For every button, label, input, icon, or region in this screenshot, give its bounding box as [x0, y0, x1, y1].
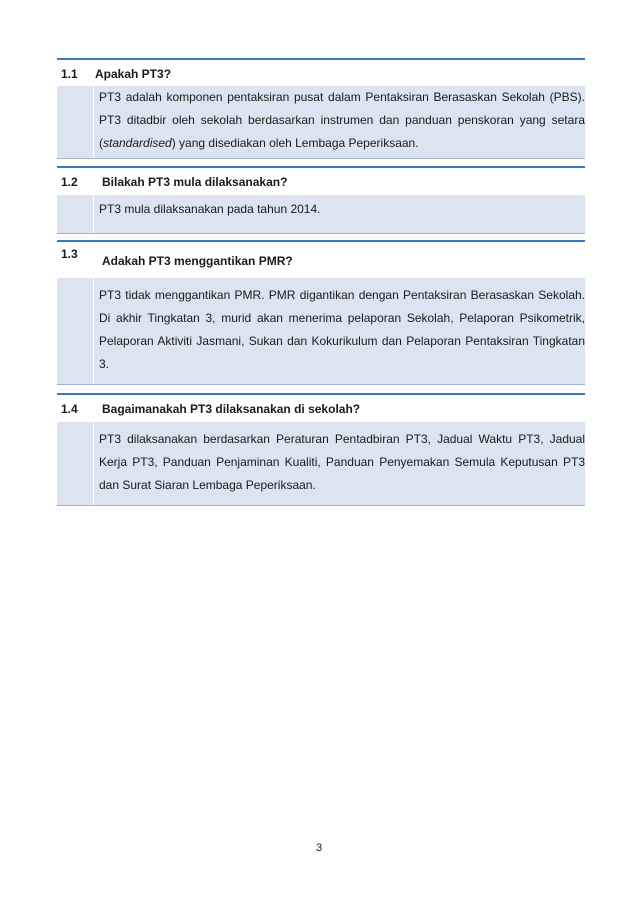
question-text: Bilakah PT3 mula dilaksanakan?	[102, 175, 288, 189]
page-number: 3	[315, 842, 323, 854]
question-number: 1.4	[61, 402, 78, 416]
section-1-4	[57, 393, 585, 506]
answer-row	[57, 422, 585, 506]
answer-row	[57, 195, 585, 234]
answer-text: PT3 tidak menggantikan PMR. PMR digantikan dengan Pentaksiran Berasaskan Sekolah. Di akhir Tingkatan 3, murid akan menerima pelaporan Sekolah, Pelaporan Psikometrik, Pelaporan Aktiviti Jasmani, Sukan dan Kokurikulum dan Pelaporan Pentaksiran Tingkatan 3.	[99, 288, 585, 371]
question-text: Adakah PT3 menggantikan PMR?	[102, 254, 293, 268]
question-number: 1.1	[61, 67, 78, 81]
question-number: 1.3	[61, 247, 78, 261]
answer-text: PT3 mula dilaksanakan pada tahun 2014.	[99, 202, 321, 216]
question-row	[57, 166, 585, 195]
answer-row	[57, 278, 585, 385]
section-1-1	[57, 58, 585, 159]
section-1-2	[57, 166, 585, 234]
question-text: Apakah PT3?	[95, 67, 172, 81]
section-1-3	[57, 240, 585, 385]
answer-italic: standardised	[103, 136, 172, 150]
question-row	[57, 58, 585, 86]
answer-text: PT3 adalah komponen pentaksiran pusat dalam Pentaksiran Berasaskan Sekolah (PBS). PT3 ditadbir oleh sekolah berdasarkan instrumen dan panduan penskoran yang setara (standardised) yang disediakan oleh Lembaga Peperiksaan.	[99, 90, 585, 150]
question-number: 1.2	[61, 175, 78, 189]
question-row	[57, 393, 585, 422]
answer-text: PT3 dilaksanakan berdasarkan Peraturan Pentadbiran PT3, Jadual Waktu PT3, Jadual Kerja PT3, Panduan Penjaminan Kualiti, Panduan Penyemakan Semula Keputusan PT3 dan Surat Siaran Lembaga Peperiksaan.	[99, 432, 585, 492]
answer-row	[57, 86, 585, 159]
question-text: Bagaimanakah PT3 dilaksanakan di sekolah?	[102, 402, 361, 416]
question-row	[57, 240, 585, 278]
